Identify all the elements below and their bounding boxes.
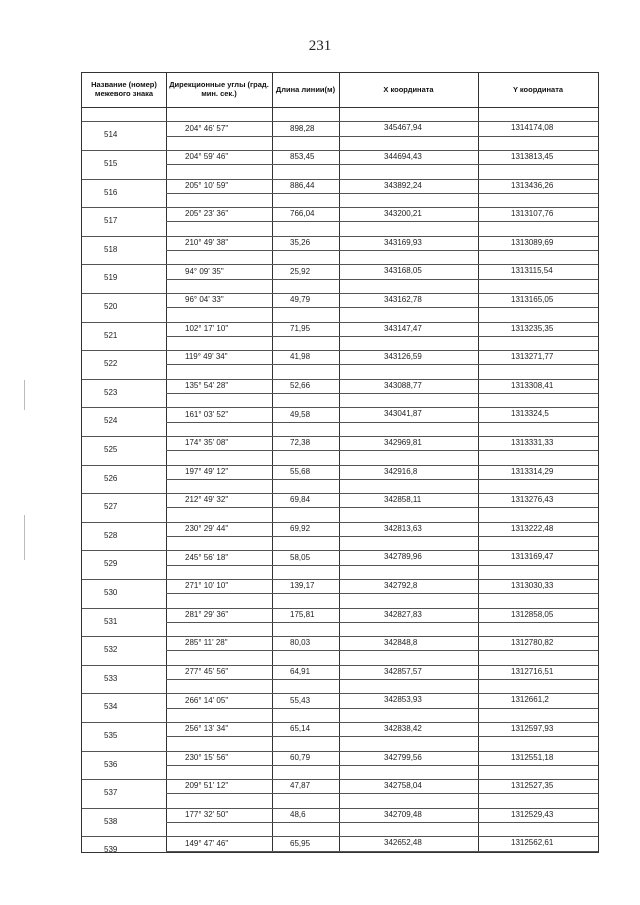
y-coordinate: 1313107,76 bbox=[511, 209, 554, 219]
row-divider bbox=[166, 307, 598, 308]
x-coordinate: 343126,59 bbox=[384, 352, 422, 362]
row-divider bbox=[166, 164, 598, 165]
x-coordinate: 342969,81 bbox=[384, 437, 422, 447]
point-name: 538 bbox=[104, 816, 118, 826]
y-coordinate: 1313115,54 bbox=[511, 266, 553, 276]
row-divider bbox=[82, 150, 598, 151]
header-angle: Дирекционные углы (град. мин. сек.) bbox=[169, 80, 269, 98]
direction-angle: 230° 15' 56" bbox=[185, 752, 229, 762]
line-length: 60,79 bbox=[290, 752, 311, 762]
x-coordinate: 342853,93 bbox=[384, 695, 422, 705]
row-divider bbox=[82, 436, 598, 437]
y-coordinate: 1313308,41 bbox=[511, 380, 554, 390]
direction-angle: 205° 23' 36" bbox=[185, 209, 229, 219]
row-divider bbox=[82, 207, 598, 208]
y-coordinate: 1312527,35 bbox=[511, 781, 554, 791]
direction-angle: 271° 10' 10" bbox=[185, 581, 229, 591]
row-divider bbox=[166, 765, 598, 766]
row-divider bbox=[166, 851, 598, 852]
coordinates-table bbox=[81, 72, 599, 853]
row-divider bbox=[166, 565, 598, 566]
y-coordinate: 1313436,26 bbox=[511, 180, 554, 190]
column-divider bbox=[339, 73, 340, 852]
y-coordinate: 1312716,51 bbox=[511, 666, 554, 676]
point-name: 520 bbox=[104, 301, 118, 311]
row-divider bbox=[166, 507, 598, 508]
row-divider bbox=[82, 779, 598, 780]
row-divider bbox=[82, 608, 598, 609]
y-coordinate: 1314174,08 bbox=[511, 123, 554, 133]
x-coordinate: 342652,48 bbox=[384, 838, 422, 848]
row-divider bbox=[166, 708, 598, 709]
direction-angle: 161° 03' 52" bbox=[185, 409, 229, 419]
direction-angle: 281° 29' 36" bbox=[185, 609, 229, 619]
y-coordinate: 1313222,48 bbox=[511, 523, 554, 533]
x-coordinate: 342758,04 bbox=[384, 781, 422, 791]
point-name: 531 bbox=[104, 616, 118, 626]
line-length: 55,43 bbox=[290, 695, 311, 705]
y-coordinate: 1313331,33 bbox=[511, 437, 554, 447]
header-x: X координата bbox=[383, 84, 434, 94]
direction-angle: 285° 11' 28" bbox=[185, 638, 228, 648]
row-divider bbox=[82, 836, 598, 837]
page-number: 231 bbox=[308, 38, 332, 54]
row-divider bbox=[82, 121, 598, 122]
x-coordinate: 343088,77 bbox=[384, 380, 422, 390]
line-length: 69,84 bbox=[290, 495, 311, 505]
line-length: 139,17 bbox=[290, 581, 315, 591]
header-divider bbox=[82, 107, 598, 108]
row-divider bbox=[166, 393, 598, 394]
x-coordinate: 342916,8 bbox=[384, 466, 418, 476]
column-divider bbox=[478, 73, 479, 852]
x-coordinate: 343200,21 bbox=[384, 209, 422, 219]
row-divider bbox=[82, 293, 598, 294]
point-name: 522 bbox=[104, 359, 118, 369]
row-divider bbox=[82, 493, 598, 494]
x-coordinate: 342709,48 bbox=[384, 809, 422, 819]
row-divider bbox=[82, 379, 598, 380]
point-name: 525 bbox=[104, 444, 118, 454]
point-name: 517 bbox=[104, 216, 118, 226]
line-length: 766,04 bbox=[290, 209, 315, 219]
header-y: Y координата bbox=[512, 84, 564, 94]
line-length: 69,92 bbox=[290, 524, 311, 533]
row-divider bbox=[82, 636, 598, 637]
row-divider bbox=[166, 364, 598, 365]
row-divider bbox=[166, 622, 598, 623]
direction-angle: 205° 10' 59" bbox=[185, 180, 229, 190]
line-length: 49,58 bbox=[290, 409, 311, 419]
point-name: 518 bbox=[104, 244, 118, 254]
direction-angle: 177° 32' 50" bbox=[185, 810, 229, 819]
line-length: 71,95 bbox=[290, 323, 311, 333]
line-length: 853,45 bbox=[290, 152, 315, 162]
point-name: 521 bbox=[104, 330, 118, 340]
x-coordinate: 343168,05 bbox=[384, 266, 422, 276]
point-name: 523 bbox=[104, 387, 118, 397]
direction-angle: 245° 56' 18" bbox=[185, 552, 229, 562]
line-length: 175,81 bbox=[290, 609, 315, 619]
x-coordinate: 342848,8 bbox=[384, 638, 418, 648]
point-name: 529 bbox=[104, 559, 118, 569]
line-length: 898,28 bbox=[290, 123, 315, 133]
y-coordinate: 1312661,2 bbox=[511, 695, 549, 705]
y-coordinate: 1312529,43 bbox=[511, 809, 554, 819]
point-name: 539 bbox=[104, 845, 118, 855]
row-divider bbox=[82, 693, 598, 694]
direction-angle: 96° 04' 33" bbox=[185, 295, 224, 305]
y-coordinate: 1313324,5 bbox=[511, 409, 549, 419]
x-coordinate: 342827,83 bbox=[384, 609, 422, 619]
line-length: 47,87 bbox=[290, 781, 311, 791]
point-name: 537 bbox=[104, 788, 118, 798]
row-divider bbox=[166, 679, 598, 680]
row-divider bbox=[82, 465, 598, 466]
point-name: 516 bbox=[104, 187, 118, 197]
row-divider bbox=[82, 407, 598, 408]
row-divider bbox=[82, 350, 598, 351]
line-length: 65,14 bbox=[290, 724, 311, 734]
line-length: 49,79 bbox=[290, 295, 311, 305]
direction-angle: 102° 17' 10" bbox=[185, 323, 229, 333]
row-divider bbox=[82, 550, 598, 551]
row-divider bbox=[82, 579, 598, 580]
row-divider bbox=[82, 236, 598, 237]
row-divider bbox=[82, 722, 598, 723]
row-divider bbox=[166, 279, 598, 280]
x-coordinate: 342858,11 bbox=[384, 495, 422, 505]
direction-angle: 210° 49' 38" bbox=[185, 238, 229, 247]
row-divider bbox=[166, 650, 598, 651]
direction-angle: 230° 29' 44" bbox=[185, 524, 229, 533]
line-length: 72,38 bbox=[290, 438, 311, 448]
row-divider bbox=[166, 336, 598, 337]
x-coordinate: 342789,96 bbox=[384, 552, 422, 562]
y-coordinate: 1313314,29 bbox=[511, 466, 554, 476]
line-length: 80,03 bbox=[290, 638, 311, 648]
x-coordinate: 345467,94 bbox=[384, 123, 422, 133]
x-coordinate: 343892,24 bbox=[384, 180, 422, 190]
x-coordinate: 342813,63 bbox=[384, 523, 422, 533]
line-length: 886,44 bbox=[290, 180, 315, 190]
y-coordinate: 1313030,33 bbox=[511, 580, 554, 590]
direction-angle: 212° 49' 32" bbox=[185, 495, 229, 505]
row-divider bbox=[82, 322, 598, 323]
direction-angle: 149° 47' 46" bbox=[185, 838, 229, 848]
row-divider bbox=[166, 221, 598, 222]
direction-angle: 119° 49' 34" bbox=[185, 352, 228, 362]
y-coordinate: 1313271,77 bbox=[511, 352, 554, 362]
scan-artifact bbox=[24, 515, 25, 560]
direction-angle: 197° 49' 12" bbox=[185, 466, 229, 476]
direction-angle: 174° 35' 08" bbox=[185, 438, 229, 448]
point-name: 535 bbox=[104, 730, 118, 740]
y-coordinate: 1312597,93 bbox=[511, 723, 554, 733]
line-length: 55,68 bbox=[290, 466, 311, 476]
direction-angle: 277° 45' 56" bbox=[185, 667, 229, 676]
row-divider bbox=[166, 193, 598, 194]
column-divider bbox=[166, 73, 167, 852]
row-divider bbox=[166, 736, 598, 737]
direction-angle: 135° 54' 28" bbox=[185, 381, 229, 390]
row-divider bbox=[82, 179, 598, 180]
row-divider bbox=[166, 822, 598, 823]
direction-angle: 204° 46' 57" bbox=[185, 123, 229, 133]
row-divider bbox=[166, 793, 598, 794]
x-coordinate: 342857,57 bbox=[384, 666, 422, 676]
point-name: 533 bbox=[104, 673, 118, 683]
column-divider bbox=[272, 73, 273, 852]
x-coordinate: 343041,87 bbox=[384, 409, 422, 419]
header-length: Длина линии(м) bbox=[275, 84, 336, 94]
row-divider bbox=[166, 536, 598, 537]
point-name: 532 bbox=[104, 645, 118, 655]
point-name: 527 bbox=[104, 502, 118, 512]
line-length: 64,91 bbox=[290, 667, 311, 676]
row-divider bbox=[166, 479, 598, 480]
row-divider bbox=[82, 522, 598, 523]
row-divider bbox=[82, 751, 598, 752]
y-coordinate: 1313169,47 bbox=[511, 552, 554, 562]
row-divider bbox=[82, 808, 598, 809]
x-coordinate: 342792,8 bbox=[384, 580, 418, 590]
x-coordinate: 342799,56 bbox=[384, 752, 422, 762]
y-coordinate: 1313165,05 bbox=[511, 294, 554, 304]
point-name: 524 bbox=[104, 416, 118, 426]
row-divider bbox=[82, 264, 598, 265]
scan-artifact bbox=[24, 380, 25, 410]
row-divider bbox=[82, 665, 598, 666]
direction-angle: 204° 59' 46" bbox=[185, 152, 229, 162]
point-name: 526 bbox=[104, 473, 118, 483]
point-name: 515 bbox=[104, 158, 118, 168]
direction-angle: 266° 14' 05" bbox=[185, 695, 229, 705]
line-length: 52,66 bbox=[290, 381, 311, 390]
row-divider bbox=[166, 593, 598, 594]
line-length: 25,92 bbox=[290, 266, 311, 276]
header-name: Название (номер) межевого знака bbox=[91, 80, 157, 98]
row-divider bbox=[166, 136, 598, 137]
y-coordinate: 1312858,05 bbox=[511, 609, 554, 619]
x-coordinate: 344694,43 bbox=[384, 151, 422, 161]
y-coordinate: 1312780,82 bbox=[511, 638, 554, 648]
line-length: 35,26 bbox=[290, 238, 311, 247]
point-name: 534 bbox=[104, 702, 118, 712]
direction-angle: 94° 09' 35" bbox=[185, 266, 224, 276]
y-coordinate: 1312562,61 bbox=[511, 838, 554, 848]
line-length: 48,6 bbox=[290, 810, 306, 819]
row-divider bbox=[166, 422, 598, 423]
x-coordinate: 343169,93 bbox=[384, 237, 422, 247]
y-coordinate: 1313235,35 bbox=[511, 323, 554, 333]
y-coordinate: 1313089,69 bbox=[511, 237, 554, 247]
row-divider bbox=[166, 250, 598, 251]
x-coordinate: 342838,42 bbox=[384, 723, 422, 733]
point-name: 530 bbox=[104, 587, 118, 597]
line-length: 41,98 bbox=[290, 352, 311, 362]
line-length: 65,95 bbox=[290, 838, 311, 848]
point-name: 536 bbox=[104, 759, 118, 769]
line-length: 58,05 bbox=[290, 552, 311, 562]
x-coordinate: 343162,78 bbox=[384, 294, 422, 304]
point-name: 514 bbox=[104, 130, 118, 140]
direction-angle: 256° 13' 34" bbox=[185, 724, 229, 734]
y-coordinate: 1312551,18 bbox=[511, 752, 554, 762]
point-name: 528 bbox=[104, 530, 118, 540]
point-name: 519 bbox=[104, 273, 118, 283]
y-coordinate: 1313276,43 bbox=[511, 495, 554, 505]
direction-angle: 209° 51' 12" bbox=[185, 781, 229, 791]
y-coordinate: 1313813,45 bbox=[511, 151, 554, 161]
row-divider bbox=[166, 450, 598, 451]
x-coordinate: 343147,47 bbox=[384, 323, 422, 333]
